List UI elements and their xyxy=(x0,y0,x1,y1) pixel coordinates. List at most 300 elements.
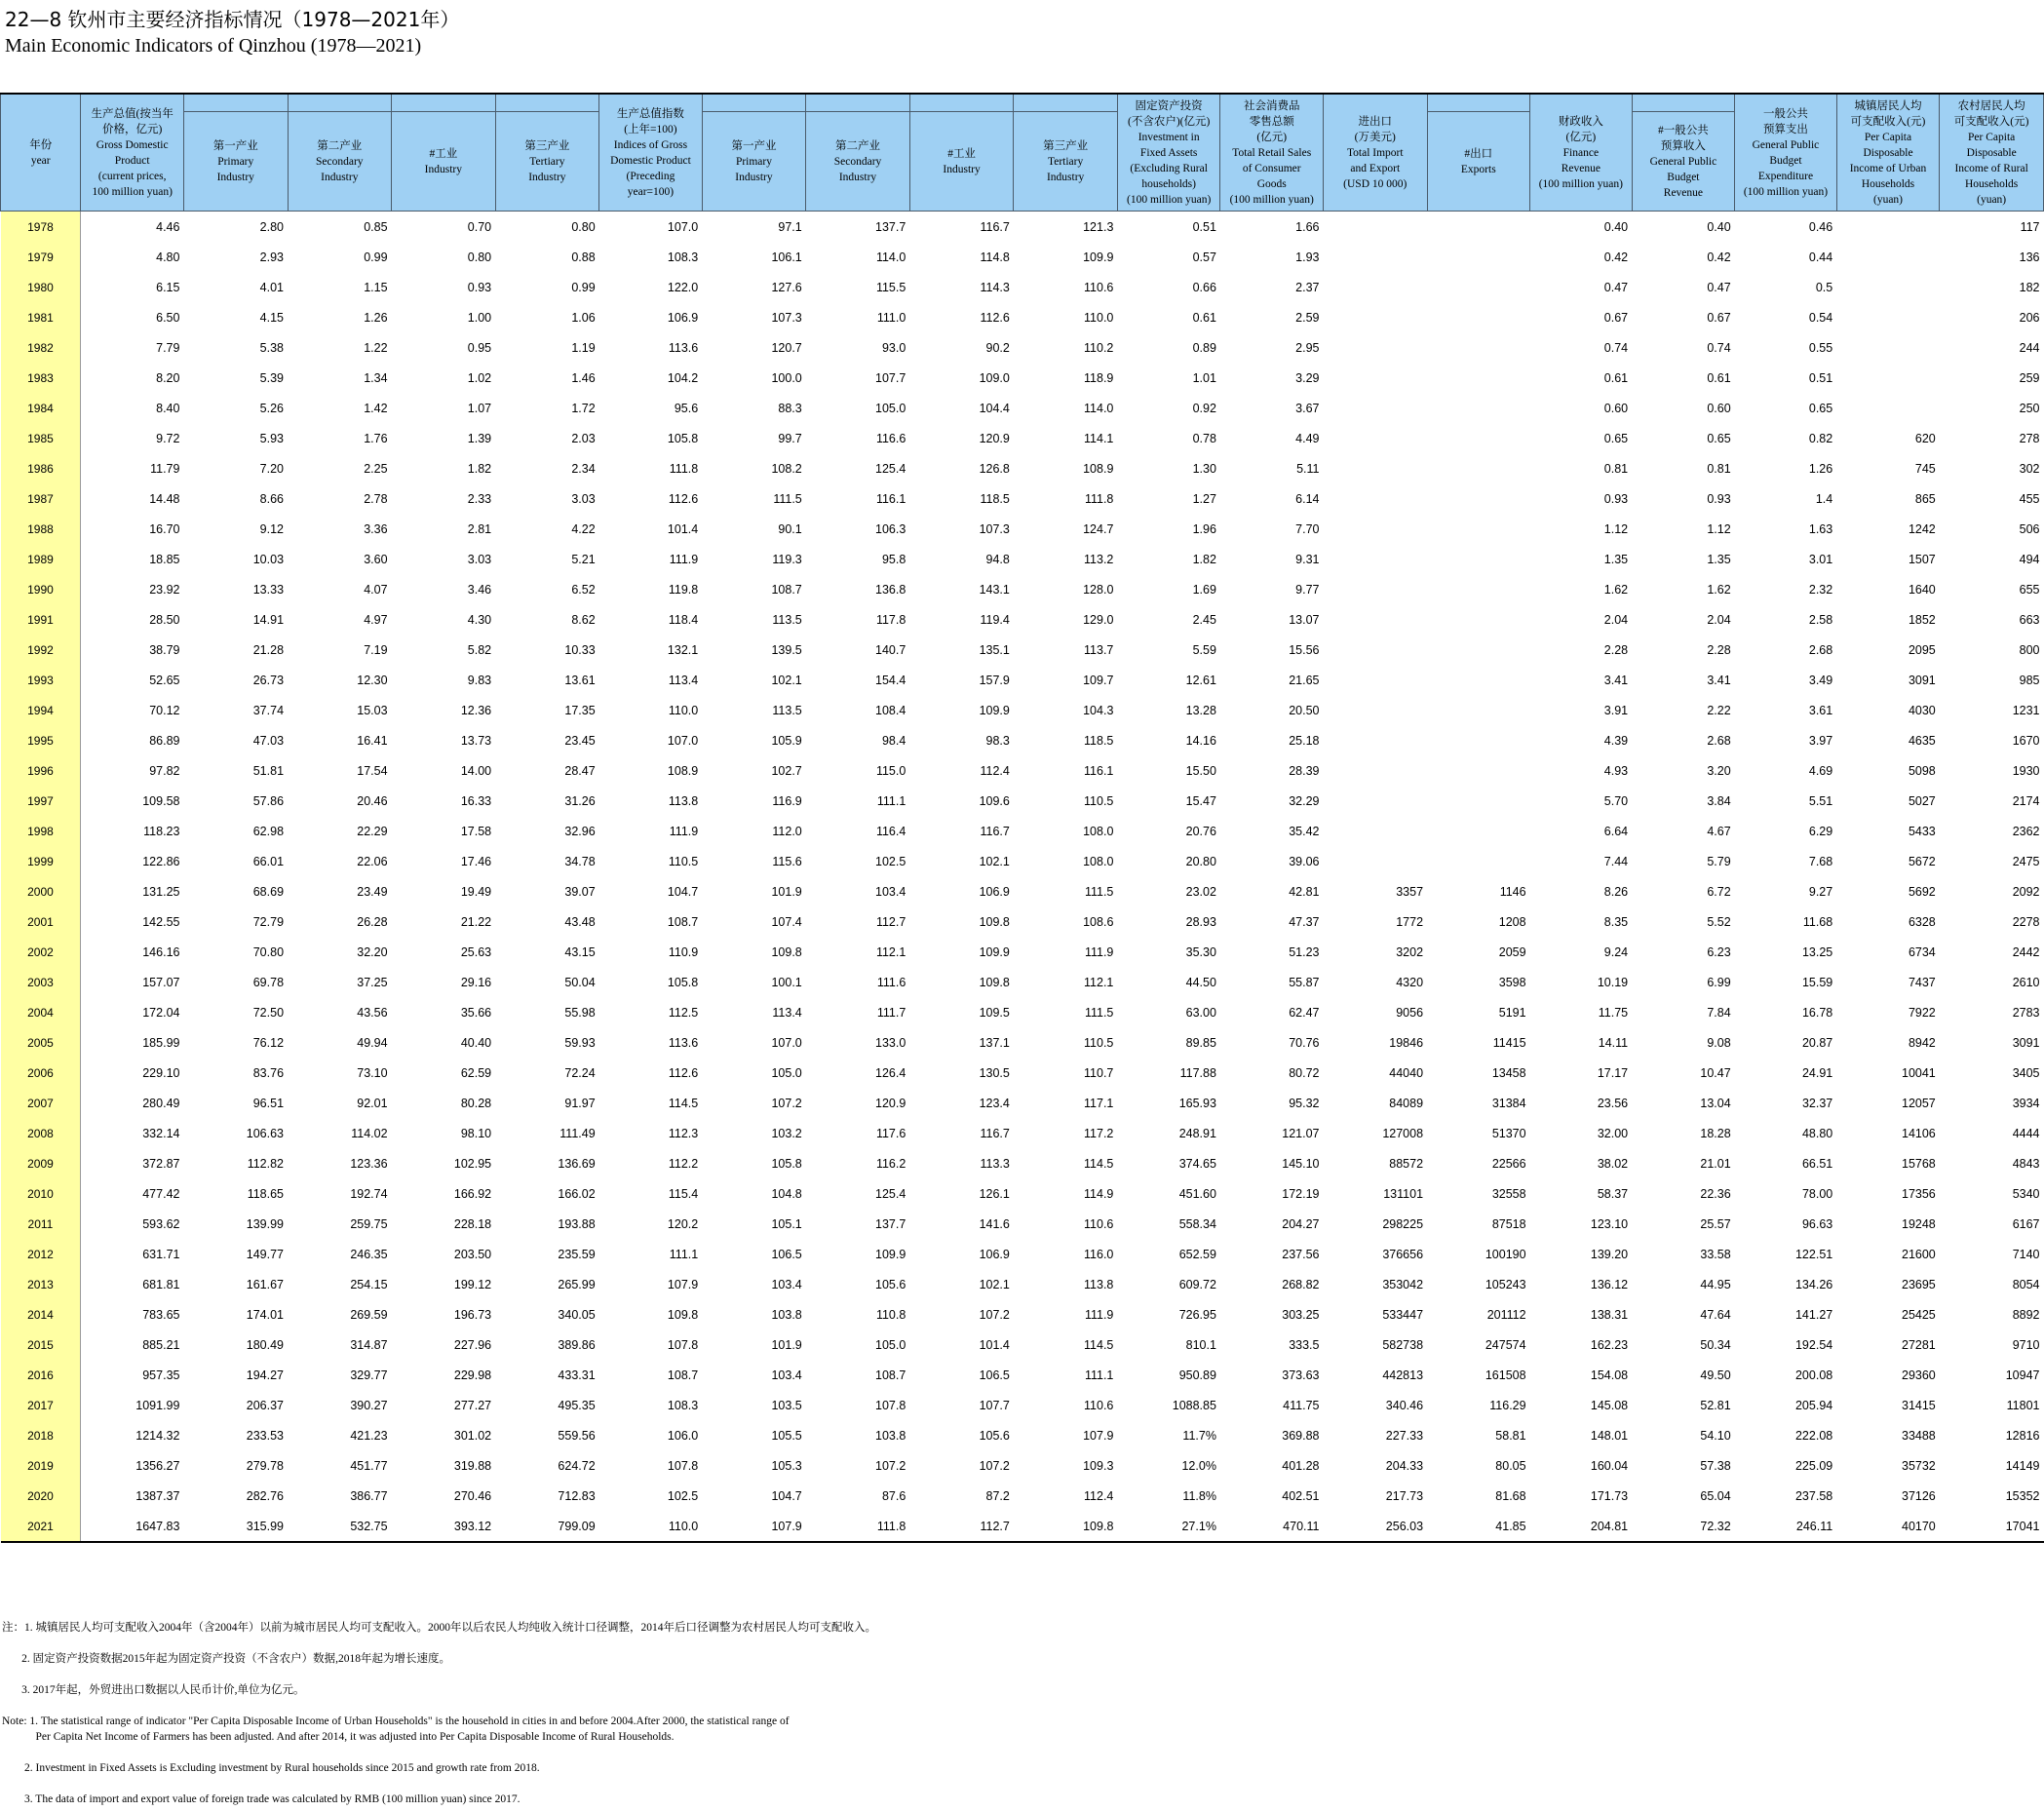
header-gdp xyxy=(81,94,184,212)
table-cell: 5.21 xyxy=(571,552,596,566)
table-cell xyxy=(1427,846,1530,876)
table-cell: 109.6 xyxy=(979,793,1010,808)
header-tertiary xyxy=(495,112,599,212)
table-cell: 130.5 xyxy=(979,1065,1010,1080)
table-cell: 112.5 xyxy=(668,1005,699,1020)
table-cell: 107.2 xyxy=(875,1458,906,1473)
table-cell: 108.7 xyxy=(667,1368,699,1382)
table-cell: 90.2 xyxy=(985,340,1010,355)
table-cell: 106.9 xyxy=(667,310,699,325)
table-cell: 15352 xyxy=(2005,1488,2040,1503)
table-cell: 0.57 xyxy=(1192,250,1216,264)
table-cell: 136.8 xyxy=(875,582,906,597)
table-cell: 110.0 xyxy=(1084,310,1114,325)
table-row xyxy=(1,1420,2044,1450)
table-cell: 107.3 xyxy=(771,310,802,325)
table-cell: 0.46 xyxy=(1808,219,1833,234)
table-cell: 8.62 xyxy=(571,612,596,627)
table-cell: 6734 xyxy=(1908,944,1936,959)
table-cell: 165.93 xyxy=(1178,1096,1216,1110)
table-cell: 6328 xyxy=(1908,914,1936,929)
table-cell: 4.22 xyxy=(571,521,596,536)
table-cell: 5.52 xyxy=(1707,914,1731,929)
table-cell: 43.15 xyxy=(564,944,596,959)
table-row xyxy=(1,272,2044,302)
header-primary xyxy=(183,112,288,212)
table-cell: 2.25 xyxy=(364,461,388,476)
header-line: Product xyxy=(114,154,150,167)
table-cell: 1.26 xyxy=(364,310,388,325)
table-cell: 0.61 xyxy=(1707,370,1731,385)
year-cell: 2001 xyxy=(1,906,81,937)
header-line: 生产总值指数 xyxy=(616,107,684,120)
table-cell: 111.1 xyxy=(1084,1368,1114,1382)
table-cell: 114.8 xyxy=(980,250,1010,264)
table-cell: 102.1 xyxy=(979,1277,1010,1291)
table-cell: 5027 xyxy=(1908,793,1936,808)
table-cell: 228.18 xyxy=(453,1216,492,1231)
table-cell: 14149 xyxy=(2005,1458,2040,1473)
table-cell: 102.7 xyxy=(771,763,802,778)
table-cell: 102.95 xyxy=(453,1156,492,1171)
table-cell: 109.0 xyxy=(979,370,1010,385)
table-cell: 8892 xyxy=(2012,1307,2040,1322)
table-cell: 7140 xyxy=(2012,1247,2040,1261)
table-cell: 1.93 xyxy=(1295,250,1320,264)
table-cell: 199.12 xyxy=(453,1277,492,1291)
table-cell: 390.27 xyxy=(350,1398,388,1412)
header-line: 农村居民人均 xyxy=(1957,99,2025,112)
table-row xyxy=(1,1239,2044,1269)
table-body xyxy=(1,212,2044,1543)
table-cell: 558.34 xyxy=(1178,1216,1216,1231)
table-cell: 117.88 xyxy=(1179,1065,1216,1080)
table-cell: 200.08 xyxy=(1794,1368,1833,1382)
table-cell: 9.77 xyxy=(1295,582,1320,597)
table-cell: 0.61 xyxy=(1603,370,1629,385)
table-cell: 229.10 xyxy=(142,1065,180,1080)
table-cell xyxy=(1323,332,1427,363)
header-line: Income of Urban xyxy=(1849,162,1927,174)
table-cell: 16.78 xyxy=(1801,1005,1833,1020)
table-cell: 80.28 xyxy=(460,1096,492,1110)
table-cell xyxy=(1323,846,1427,876)
table-cell: 113.8 xyxy=(668,793,699,808)
table-cell: 2.22 xyxy=(1707,703,1731,717)
table-cell: 109.8 xyxy=(979,914,1010,929)
table-cell: 1.30 xyxy=(1192,461,1216,476)
table-cell: 559.56 xyxy=(558,1428,596,1443)
table-cell: 101.9 xyxy=(771,884,802,899)
table-cell xyxy=(1427,695,1530,725)
table-cell: 1.15 xyxy=(364,280,388,294)
table-cell: 88.3 xyxy=(778,401,802,415)
table-cell: 91.97 xyxy=(564,1096,596,1110)
table-cell: 166.92 xyxy=(453,1186,492,1201)
table-cell: 1507 xyxy=(1908,552,1936,566)
header-line: Per Capita xyxy=(1968,131,2016,143)
table-cell: 121.07 xyxy=(1282,1126,1320,1140)
table-cell: 194.27 xyxy=(246,1368,285,1382)
table-cell xyxy=(1427,453,1530,483)
table-cell: 49.94 xyxy=(357,1035,388,1050)
table-cell: 2.45 xyxy=(1192,612,1216,627)
table-cell: 11415 xyxy=(1492,1035,1526,1050)
table-cell: 136 xyxy=(2019,250,2040,264)
table-cell: 54.10 xyxy=(1700,1428,1731,1443)
header-tertiary-index xyxy=(1014,112,1118,212)
table-cell: 12.0% xyxy=(1181,1458,1216,1473)
table-cell: 0.61 xyxy=(1192,310,1216,325)
table-cell: 131101 xyxy=(1383,1186,1424,1201)
table-cell: 192.54 xyxy=(1794,1337,1833,1352)
table-cell: 4.93 xyxy=(1603,763,1629,778)
table-cell: 9.12 xyxy=(259,521,285,536)
table-cell: 1208 xyxy=(1498,914,1526,929)
header-line: Industry xyxy=(321,171,359,183)
table-cell: 4.30 xyxy=(467,612,492,627)
year-cell: 2002 xyxy=(1,937,81,967)
table-cell: 34.78 xyxy=(564,854,596,868)
header-line: 第二产业 xyxy=(835,139,881,152)
table-cell: 2.03 xyxy=(571,431,596,445)
table-cell: 105.0 xyxy=(771,1065,802,1080)
table-cell: 3598 xyxy=(1498,975,1526,989)
table-row xyxy=(1,544,2044,574)
table-cell: 15.47 xyxy=(1185,793,1216,808)
table-cell: 3.03 xyxy=(467,552,492,566)
table-cell: 120.7 xyxy=(771,340,802,355)
table-cell: 105.6 xyxy=(875,1277,906,1291)
table-cell: 3.91 xyxy=(1603,703,1629,717)
note-line: 2. Investment in Fixed Assets is Excluding investment by Rural households since 2015 and growth rate from 2018. xyxy=(2,1762,540,1774)
table-cell xyxy=(1427,302,1530,332)
table-cell: 315.99 xyxy=(183,1511,288,1542)
table-cell xyxy=(1323,212,1427,243)
table-cell: 161508 xyxy=(1485,1368,1526,1382)
table-cell: 0.47 xyxy=(1603,280,1629,294)
table-cell: 106.9 xyxy=(979,1247,1010,1261)
table-cell: 120.9 xyxy=(979,431,1010,445)
table-cell: 279.78 xyxy=(246,1458,285,1473)
table-cell: 12.61 xyxy=(1185,673,1216,687)
table-cell: 196.73 xyxy=(453,1307,492,1322)
header-budget-exp xyxy=(1735,94,1837,212)
table-cell: 146.16 xyxy=(142,944,180,959)
header-line: 可支配收入(元) xyxy=(1953,115,2029,128)
table-cell: 0.51 xyxy=(1192,219,1216,234)
header-line: Tertiary xyxy=(529,155,565,168)
table-cell: 112.0 xyxy=(772,824,802,838)
table-cell: 109.9 xyxy=(979,944,1010,959)
table-cell: 109.9 xyxy=(979,703,1010,717)
table-cell: 66.51 xyxy=(1801,1156,1833,1171)
table-cell: 104.4 xyxy=(979,401,1010,415)
table-cell: 55.87 xyxy=(1289,975,1320,989)
year-cell: 2017 xyxy=(1,1390,81,1420)
table-cell: 1231 xyxy=(2012,703,2040,717)
table-cell: 111.49 xyxy=(559,1126,596,1140)
table-cell: 112.3 xyxy=(668,1126,699,1140)
table-cell: 116.9 xyxy=(772,793,802,808)
table-cell xyxy=(1427,574,1530,604)
table-cell: 3091 xyxy=(1908,673,1936,687)
table-row xyxy=(1,1481,2044,1511)
table-cell: 96.51 xyxy=(252,1096,285,1110)
table-cell: 105.8 xyxy=(667,975,699,989)
table-cell: 145.08 xyxy=(1590,1398,1629,1412)
table-cell: 33.58 xyxy=(1700,1247,1731,1261)
table-cell: 16.41 xyxy=(357,733,388,748)
table-cell: 0.92 xyxy=(1192,401,1216,415)
table-cell: 113.4 xyxy=(668,673,699,687)
header-line: General Public xyxy=(1752,138,1820,151)
table-row xyxy=(1,1088,2044,1118)
table-cell xyxy=(1836,212,1940,243)
table-cell: 32.20 xyxy=(357,944,388,959)
table-cell: 107.9 xyxy=(702,1511,806,1542)
table-cell: 149.77 xyxy=(246,1247,285,1261)
table-cell: 116.6 xyxy=(875,431,906,445)
header-line: Domestic Product xyxy=(610,154,691,167)
year-cell: 1991 xyxy=(1,604,81,635)
table-cell: 0.67 xyxy=(1707,310,1731,325)
header-line: (USD 10 000) xyxy=(1343,177,1408,190)
table-cell: 95.8 xyxy=(881,552,906,566)
table-cell: 72.24 xyxy=(564,1065,596,1080)
table-row xyxy=(1,604,2044,635)
year-cell: 1997 xyxy=(1,786,81,816)
table-cell: 5.82 xyxy=(467,642,492,657)
table-cell: 116.0 xyxy=(1084,1247,1114,1261)
table-cell: 107.2 xyxy=(771,1096,802,1110)
table-cell: 108.7 xyxy=(667,914,699,929)
table-cell: 269.59 xyxy=(350,1307,388,1322)
header-line: #工业 xyxy=(429,147,458,160)
table-cell: 117.8 xyxy=(875,612,906,627)
table-cell: 1.66 xyxy=(1295,219,1320,234)
table-cell: 7.19 xyxy=(364,642,388,657)
table-cell: 1772 xyxy=(1396,914,1424,929)
table-row xyxy=(1,725,2044,755)
table-cell: 72.50 xyxy=(252,1005,285,1020)
header-line: Income of Rural xyxy=(1954,162,2028,174)
table-cell: 1670 xyxy=(2012,733,2040,748)
header-secondary-index xyxy=(806,112,910,212)
table-cell: 204.33 xyxy=(1385,1458,1424,1473)
table-cell: 112.6 xyxy=(668,491,699,506)
table-cell: 116.1 xyxy=(1084,763,1114,778)
table-cell: 109.58 xyxy=(142,793,180,808)
table-cell: 3.97 xyxy=(1808,733,1833,748)
table-cell: 109.9 xyxy=(1083,250,1114,264)
table-cell: 10.03 xyxy=(252,552,285,566)
table-cell: 111.5 xyxy=(773,491,802,506)
table-cell: 1.96 xyxy=(1192,521,1216,536)
header-trade xyxy=(1323,94,1427,212)
table-cell: 1214.32 xyxy=(135,1428,180,1443)
table-cell: 87.6 xyxy=(881,1488,906,1503)
table-cell: 21.22 xyxy=(460,914,492,929)
table-cell: 109.8 xyxy=(979,975,1010,989)
table-cell: 7437 xyxy=(1908,975,1936,989)
table-cell: 421.23 xyxy=(350,1428,388,1443)
table-cell: 104.7 xyxy=(771,1488,802,1503)
table-cell: 42.81 xyxy=(1289,884,1320,899)
table-cell: 112.4 xyxy=(980,763,1010,778)
table-cell: 7922 xyxy=(1908,1005,1936,1020)
table-cell: 24.91 xyxy=(1801,1065,1833,1080)
year-cell: 1984 xyxy=(1,393,81,423)
header-spacer xyxy=(1632,94,1735,112)
year-cell: 2013 xyxy=(1,1269,81,1299)
table-cell: 98.10 xyxy=(460,1126,492,1140)
table-row xyxy=(1,363,2044,393)
table-cell: 233.53 xyxy=(246,1428,285,1443)
table-cell: 29.16 xyxy=(460,975,492,989)
table-row xyxy=(1,937,2044,967)
table-cell: 885.21 xyxy=(142,1337,180,1352)
table-cell: 393.12 xyxy=(392,1511,496,1542)
table-cell: 19.49 xyxy=(460,884,492,899)
table-row xyxy=(1,212,2044,243)
table-cell: 110.0 xyxy=(668,703,699,717)
table-cell: 2.34 xyxy=(571,461,596,476)
table-cell: 14.48 xyxy=(149,491,180,506)
table-row xyxy=(1,332,2044,363)
table-cell: 109.8 xyxy=(667,1307,699,1322)
table-cell: 103.8 xyxy=(875,1428,906,1443)
table-cell xyxy=(1836,242,1940,272)
table-cell: 6.29 xyxy=(1808,824,1833,838)
table-cell xyxy=(1427,604,1530,635)
table-cell: 105.1 xyxy=(771,1216,802,1231)
table-cell: 139.5 xyxy=(771,642,802,657)
table-cell: 10.47 xyxy=(1700,1065,1731,1080)
header-line: Industry xyxy=(528,171,566,183)
table-cell: 37.74 xyxy=(252,703,285,717)
table-cell: 118.23 xyxy=(143,824,180,838)
table-row xyxy=(1,967,2044,997)
table-cell: 50.34 xyxy=(1700,1337,1731,1352)
table-cell: 62.47 xyxy=(1289,1005,1320,1020)
table-cell: 52.81 xyxy=(1700,1398,1731,1412)
table-cell: 114.5 xyxy=(1084,1156,1114,1171)
table-cell: 13.04 xyxy=(1700,1096,1731,1110)
table-cell: 157.07 xyxy=(142,975,180,989)
table-cell: 1.35 xyxy=(1707,552,1731,566)
year-cell: 1999 xyxy=(1,846,81,876)
header-line: 年份 xyxy=(29,138,53,151)
table-cell: 1852 xyxy=(1908,612,1936,627)
table-cell xyxy=(1323,242,1427,272)
table-cell: 206.37 xyxy=(246,1398,285,1412)
table-cell: 1.12 xyxy=(1603,521,1629,536)
table-cell: 14.11 xyxy=(1598,1035,1629,1050)
table-row xyxy=(1,1450,2044,1481)
table-cell: 9.72 xyxy=(156,431,180,445)
table-cell: 110.5 xyxy=(1084,793,1114,808)
table-cell: 83.76 xyxy=(252,1065,285,1080)
table-cell: 2095 xyxy=(1908,642,1936,657)
table-cell: 102.1 xyxy=(771,673,802,687)
table-cell: 139.20 xyxy=(1590,1247,1629,1261)
table-cell xyxy=(1323,725,1427,755)
table-cell: 12.30 xyxy=(357,673,388,687)
table-cell: 116.29 xyxy=(1489,1398,1526,1412)
table-cell: 2362 xyxy=(2012,824,2040,838)
table-cell: 116.7 xyxy=(980,824,1010,838)
table-cell: 4.07 xyxy=(364,582,388,597)
header-line: Goods xyxy=(1256,177,1287,190)
table-cell: 90.1 xyxy=(778,521,802,536)
table-cell: 100.0 xyxy=(771,370,802,385)
table-cell: 145.10 xyxy=(1282,1156,1320,1171)
table-cell: 21.28 xyxy=(252,642,285,657)
table-cell: 0.42 xyxy=(1603,250,1629,264)
table-cell: 2783 xyxy=(2012,1005,2040,1020)
table-cell: 87518 xyxy=(1491,1216,1526,1231)
header-line: (yuan) xyxy=(1977,193,2007,206)
table-cell: 112.1 xyxy=(875,944,906,959)
table-cell: 374.65 xyxy=(1178,1156,1216,1171)
table-cell: 80.05 xyxy=(1495,1458,1526,1473)
table-cell: 180.49 xyxy=(246,1337,285,1352)
table-cell: 118.5 xyxy=(980,491,1010,506)
table-cell: 106.5 xyxy=(979,1368,1010,1382)
table-cell: 2.28 xyxy=(1603,642,1629,657)
table-cell: 112.6 xyxy=(980,310,1010,325)
year-cell: 2014 xyxy=(1,1299,81,1329)
table-cell: 332.14 xyxy=(142,1126,180,1140)
table-cell: 107.9 xyxy=(667,1277,699,1291)
table-cell: 4.01 xyxy=(259,280,285,294)
note-line: 注：1. 城镇居民人均可支配收入2004年（含2004年）以前为城市居民人均可支配收入。2000年以后农民人均纯收入统计口径调整，2014年后口径调整为农村居民人均可支配收入。 xyxy=(2,1622,876,1634)
table-row xyxy=(1,786,2044,816)
table-cell: 114.0 xyxy=(875,250,906,264)
table-cell: 2.04 xyxy=(1603,612,1629,627)
table-cell xyxy=(1836,332,1940,363)
header-line: 预算支出 xyxy=(1762,123,1808,135)
table-cell: 3.29 xyxy=(1295,370,1320,385)
table-cell xyxy=(1427,635,1530,665)
table-cell: 18.28 xyxy=(1700,1126,1731,1140)
table-cell: 29360 xyxy=(1902,1368,1936,1382)
header-line: #出口 xyxy=(1464,147,1493,160)
table-cell: 0.40 xyxy=(1603,219,1629,234)
table-row xyxy=(1,393,2044,423)
table-cell: 44.50 xyxy=(1185,975,1216,989)
table-cell: 17356 xyxy=(1902,1186,1936,1201)
table-cell: 333.5 xyxy=(1289,1337,1320,1352)
table-cell: 6.52 xyxy=(571,582,596,597)
table-cell: 16.33 xyxy=(460,793,492,808)
table-cell: 105.8 xyxy=(771,1156,802,1171)
table-row xyxy=(1,242,2044,272)
table-cell: 102.5 xyxy=(667,1488,699,1503)
table-cell: 122.86 xyxy=(142,854,180,868)
table-cell xyxy=(1427,725,1530,755)
table-cell: 389.86 xyxy=(558,1337,596,1352)
header-line: Budget xyxy=(1769,154,1802,167)
table-cell: 89.85 xyxy=(1185,1035,1216,1050)
table-row xyxy=(1,302,2044,332)
table-cell xyxy=(1323,695,1427,725)
note-line: 2. 固定资产投资数据2015年起为固定资产投资（不含农户）数据,2018年起为增长速度。 xyxy=(2,1653,450,1665)
header-line: Per Capita xyxy=(1864,131,1912,143)
table-cell: 132.1 xyxy=(667,642,699,657)
header-line: Budget xyxy=(1667,171,1700,183)
